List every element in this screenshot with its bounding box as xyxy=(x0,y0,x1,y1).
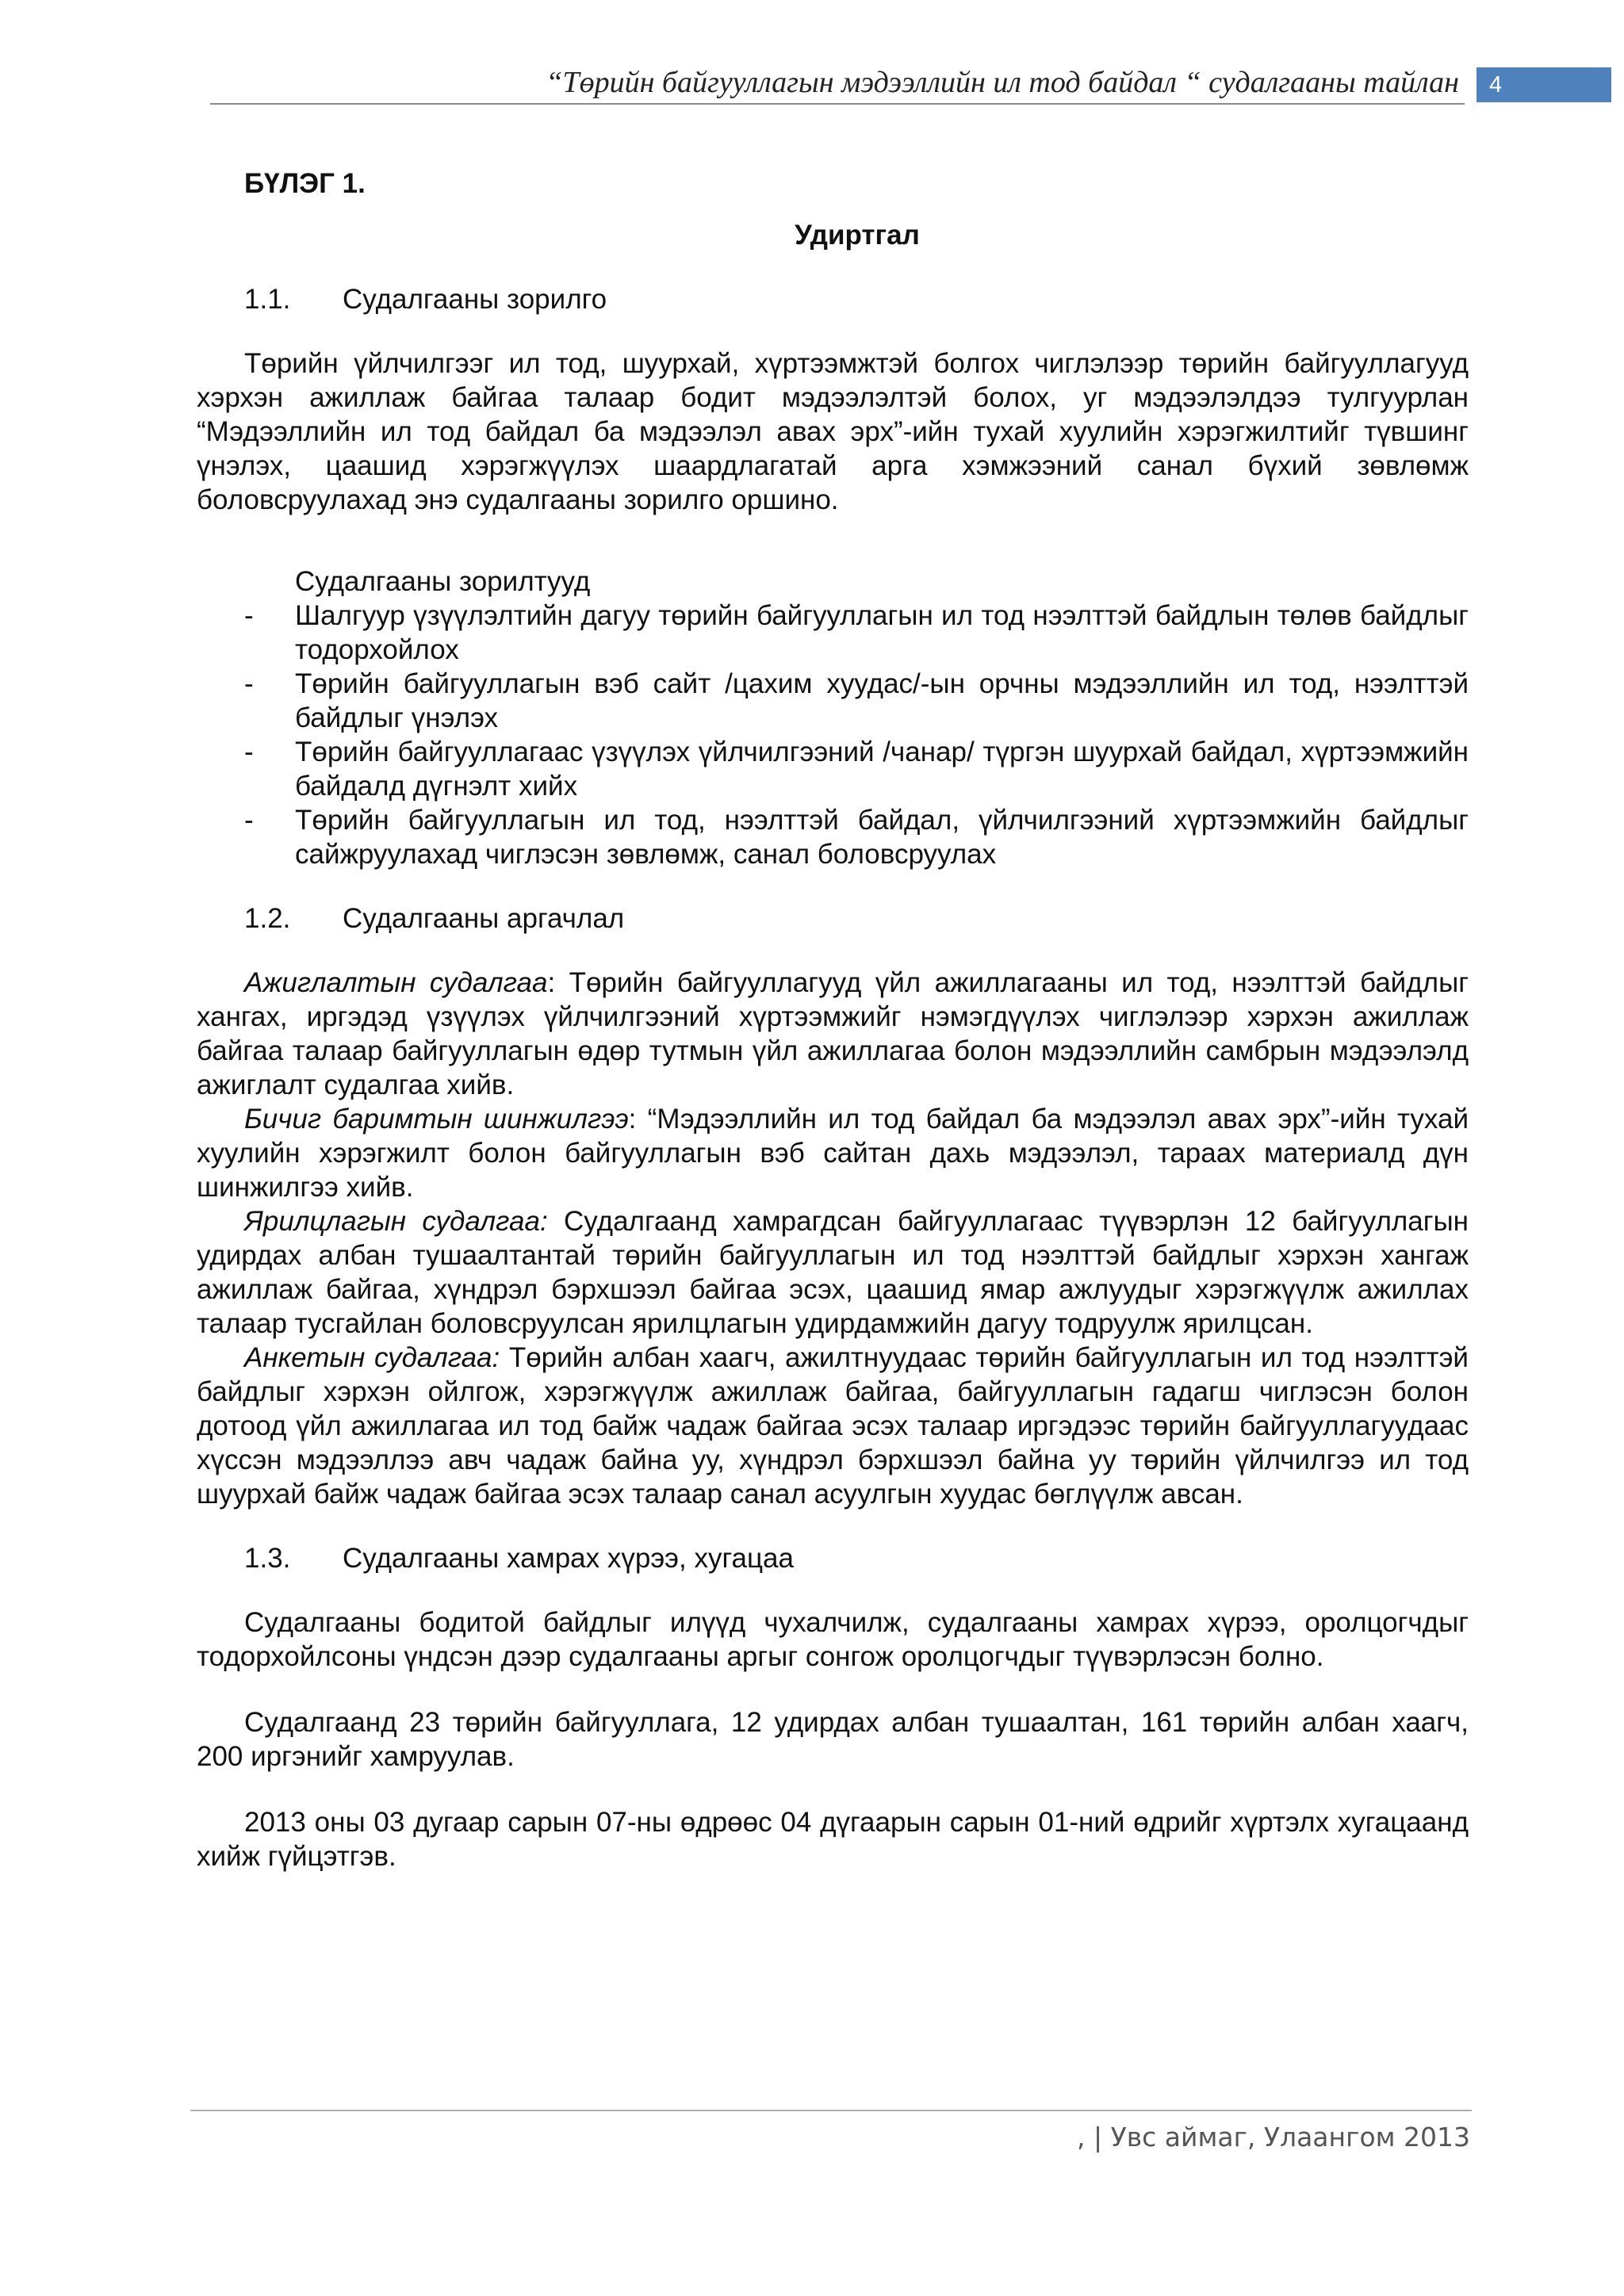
method-text: Судалгаанд хамрагдсан байгууллагаас түүвэрлэн 12 байгууллагын удирдах албан тушаалтантай төрийн байгууллагын ил тод нээлттэй байдлыг хэрхэн хангаж ажиллаж байгаа, хүндрэл бэрхшээл байгаа эсэх, цаашид ямар ажлуудыг хэрэгжүүлж ажиллах талаар тусгайлан боловсруулсан ярилцлагын удирдамжийн дагуу тодруулж ярилцсан. xyxy=(197,1206,1469,1339)
method-name: Ажиглалтын судалгаа xyxy=(244,967,548,998)
header-divider xyxy=(210,103,1465,105)
method-text: “Мэдээллийн ил тод байдал ба мэдээлэл авах эрх”-ийн тухай хуулийн хэрэгжилт болон байгууллагын вэб сайтан дахь мэдээлэл, тараах материалд дүн шинжилгээ хийв. xyxy=(197,1104,1469,1203)
section-heading-1-2 xyxy=(244,901,1469,936)
method-name: Бичиг баримтын шинжилгээ xyxy=(244,1104,629,1135)
section-number: 1.2. xyxy=(244,903,291,934)
method-separator: : xyxy=(628,1104,637,1135)
footer-text: , | Увс аймаг, Улаангом 2013 xyxy=(1077,2122,1470,2152)
list-item-text: Төрийн байгууллагын вэб сайт /цахим хуудас/-ын орчны мэдээллийн ил тод, нээлттэй байдлыг үнэлэх xyxy=(295,668,1469,733)
list-item xyxy=(197,667,1469,735)
method-paragraph-interview xyxy=(197,1204,1469,1341)
bullet-dash: - xyxy=(244,600,254,631)
goals-heading: Судалгааны зорилтууд xyxy=(295,566,591,597)
method-paragraph-observation xyxy=(197,966,1469,1102)
method-text: Төрийн байгууллагууд үйл ажиллагааны ил тод, нээлттэй байдлыг хангах, иргэдэд үзүүлэх үйлчилгээний хүртээмжийг нэмэгдүүлэх чиглэлээр хэрхэн ажиллаж байгаа талаар байгууллагын өдөр тутмын үйл ажиллагаа болон мэдээллийн самбрын мэдээлэлд ажиглалт судалгаа хийв. xyxy=(197,967,1469,1100)
running-header-title: “Төрийн байгууллагын мэдээллийн ил тод байдал “ судалгааны тайлан xyxy=(546,66,1459,99)
method-separator: : xyxy=(547,967,556,998)
scope-paragraph: Судалгааны бодитой байдлыг илүүд чухалчилж, судалгааны хамрах хүрээ, оролцогчдыг тодорхойлсоны үндсэн дээр судалгааны аргыг сонгож оролцогчдыг түүвэрлэсэн болно. xyxy=(197,1607,1469,1672)
section-title: Судалгааны аргачлал xyxy=(343,903,625,934)
footer-divider xyxy=(190,2110,1472,2111)
list-item-text: Шалгуур үзүүлэлтийн дагуу төрийн байгууллагын ил тод нээлттэй байдлын төлөв байдлыг тодорхойлох xyxy=(295,600,1469,665)
section-heading-1-3 xyxy=(244,1541,1469,1575)
page-number: 4 xyxy=(1477,67,1611,102)
scope-paragraph: Судалгаанд 23 төрийн байгууллага, 12 удирдах албан тушаалтан, 161 төрийн албан хаагч, 200 иргэнийг хамруулав. xyxy=(197,1707,1469,1772)
bullet-dash: - xyxy=(244,805,254,836)
goal-paragraph: Төрийн үйлчилгээг ил тод, шуурхай, хүртээмжтэй болгох чиглэлээр төрийн байгууллагууд хэрхэн ажиллаж байгаа талаар бодит мэдээлэлтэй болох, уг мэдээлэлдээ тулгуурлан “Мэдээллийн ил тод байдал ба мэдээлэл авах эрх”-ийн тухай хуулийн хэрэгжилтийг түвшинг үнэлэх, цаашид хэрэгжүүлэх шаардлагатай арга хэмжээний санал бүхий зөвлөмж боловсруулахад энэ судалгааны зорилго оршино. xyxy=(197,348,1469,515)
goals-list xyxy=(197,599,1469,871)
method-paragraph-document xyxy=(197,1102,1469,1204)
page-body xyxy=(197,166,1469,1873)
method-name: Ярилцлагын судалгаа: xyxy=(244,1206,548,1237)
list-item-text: Төрийн байгууллагын ил тод, нээлттэй байдал, үйлчилгээний хүртээмжийн байдлыг сайжруулахад чиглэсэн зөвлөмж, санал боловсруулах xyxy=(295,805,1469,870)
method-text: Төрийн албан хаагч, ажилтнуудаас төрийн байгууллагын ил тод нээлттэй байдлыг хэрхэн ойлгож, хэрэгжүүлж ажиллаж байгаа, байгууллагын гадагш чиглэсэн болон дотоод үйл ажиллагаа ил тод байж чадаж байгаа эсэх талаар иргэдээс төрийн байгууллагуудаас хүссэн мэдээллээ авч чадаж байна уу, хүндрэл бэрхшээл байна уу төрийн үйлчилгээ ил тод шуурхай байж чадаж байгаа эсэх талаар санал асуулгын хуудас бөглүүлж авсан. xyxy=(197,1342,1469,1510)
section-heading-1-1 xyxy=(244,282,1469,316)
scope-paragraph: 2013 оны 03 дугаар сарын 07-ны өдрөөс 04 дүгаарын сарын 01-ний өдрийг хүртэлх хугацаанд хийж гүйцэтгэв. xyxy=(197,1807,1469,1872)
list-item xyxy=(197,599,1469,667)
section-title: Судалгааны хамрах хүрээ, хугацаа xyxy=(343,1543,794,1574)
list-item xyxy=(197,735,1469,803)
method-paragraph-survey xyxy=(197,1341,1469,1511)
bullet-dash: - xyxy=(244,737,254,767)
method-name: Анкетын судалгаа: xyxy=(244,1342,500,1373)
list-item xyxy=(197,803,1469,871)
bullet-dash: - xyxy=(244,668,254,699)
list-item-text: Төрийн байгууллагаас үзүүлэх үйлчилгээний /чанар/ түргэн шуурхай байдал, хүртээмжийн байдалд дүгнэлт хийх xyxy=(295,737,1469,802)
chapter-title: Удиртгал xyxy=(795,220,920,251)
section-number: 1.1. xyxy=(244,284,291,315)
section-title: Судалгааны зорилго xyxy=(343,284,607,315)
section-number: 1.3. xyxy=(244,1543,291,1574)
chapter-label: БҮЛЭГ 1. xyxy=(244,168,366,199)
